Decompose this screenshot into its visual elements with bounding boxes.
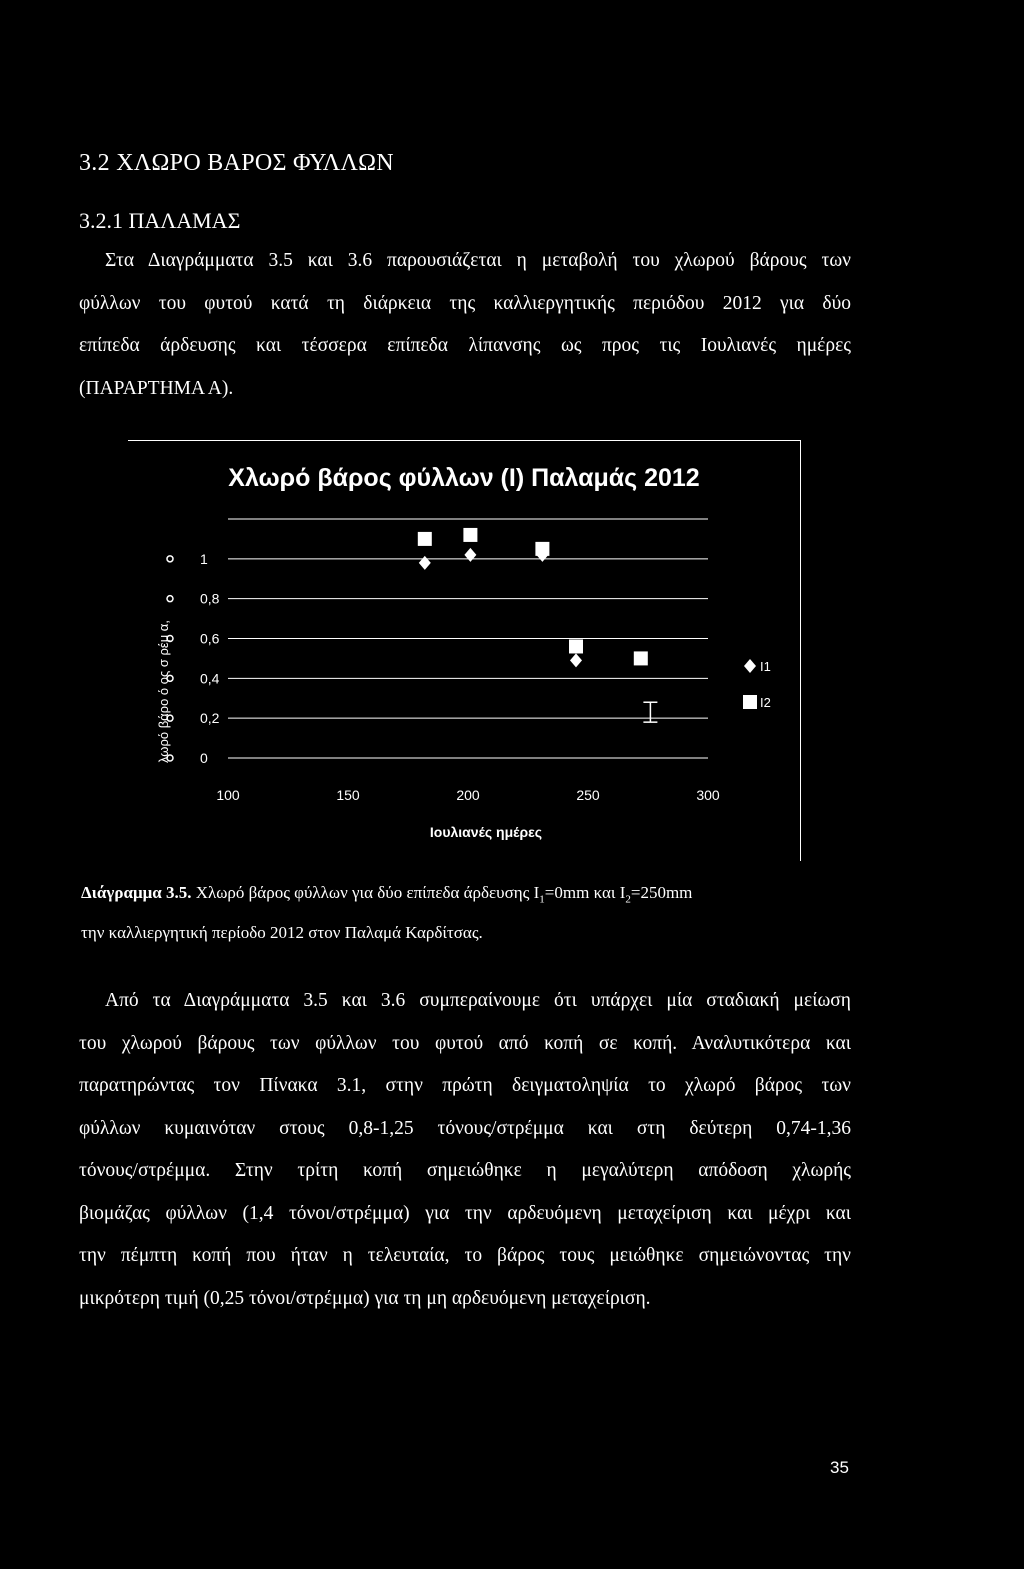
data-point-i2	[569, 639, 583, 653]
y-tick-label: 0	[200, 750, 208, 766]
y-tick-label: 0,8	[200, 590, 220, 607]
body-line: την πέμπτη κοπή που ήταν η τελευταία, το βάρος τους μειώθηκε σημειώνοντας την	[79, 1245, 851, 1266]
caption-line-1	[81, 876, 692, 916]
body-line: τόνους/στρέμμα. Στην τρίτη κοπή σημειώθηκε η μεγαλύτερη απόδοση χλωρής	[79, 1160, 851, 1181]
x-tick-label: 250	[576, 787, 600, 803]
data-point-i2	[418, 532, 432, 546]
data-point-i2	[463, 528, 477, 542]
data-point-i1	[464, 548, 476, 562]
intro-paragraph	[79, 240, 851, 410]
subsection-heading: 3.2.1 ΠΑΛΑΜΑΣ	[79, 208, 241, 233]
caption-sub: 2	[625, 893, 631, 906]
body-line: μικρότερη τιμή (0,25 τόνοι/στρέμμα) για τη μη αρδευόμενη μεταχείριση.	[79, 1287, 651, 1309]
data-point-i2	[634, 651, 648, 665]
caption-sub: 1	[539, 893, 545, 906]
chart-title: Χλωρό βάρος φύλλων (Ι) Παλαμάς 2012	[228, 464, 700, 492]
page-number: 35	[830, 1458, 849, 1477]
x-tick-label: 300	[696, 787, 720, 803]
body-line: παρατηρώντας τον Πίνακα 3.1, στην πρώτη δειγματοληψία το χλωρό βάρος των	[79, 1075, 851, 1096]
section-heading: 3.2 ΧΛΩΡΟ ΒΑΡΟΣ ΦΥΛΛΩΝ	[79, 150, 394, 176]
caption-text: =250mm	[630, 883, 693, 902]
intro-line: φύλλων του φυτού κατά τη διάρκεια της καλλιεργητικής περιόδου 2012 για δύο	[79, 292, 851, 314]
y-tick-label: 1	[200, 550, 208, 567]
data-point-i1	[570, 653, 582, 667]
body-line: Από τα Διαγράμματα 3.5 και 3.6 συμπεραίνουμε ότι υπάρχει μία σταδιακή μείωση	[105, 990, 851, 1011]
caption-line-2: την καλλιεργητική περίοδο 2012 στον Παλαμά Καρδίτσας.	[81, 923, 483, 943]
body-line: βιομάζας φύλλων (1,4 τόνοι/στρέμμα) για την αρδευόμενη μεταχείριση και μέχρι και	[79, 1202, 851, 1224]
intro-line: επίπεδα άρδευσης και τέσσερα επίπεδα λίπανσης ως προς τις Ιουλιανές ημέρες	[79, 335, 851, 356]
legend-label: I2	[760, 695, 771, 710]
y-tick-label: 0,4	[200, 670, 220, 687]
caption-text: =0mm και Ι	[544, 883, 626, 902]
chart-frame	[128, 440, 801, 861]
data-point-i2	[535, 542, 549, 556]
intro-line: Στα Διαγράμματα 3.5 και 3.6 παρουσιάζεται η μεταβολή του χλωρού βάρους των	[105, 250, 851, 271]
figure-caption	[81, 876, 692, 950]
x-axis-label: Ιουλιανές ημέρες	[429, 824, 543, 840]
x-tick-label: 200	[456, 787, 480, 803]
intro-line: (ΠΑΡΑΡΤΗΜΑ Α).	[79, 377, 234, 399]
legend-label: I1	[760, 659, 771, 674]
y-axis-mark	[167, 596, 173, 602]
x-tick-label: 100	[216, 787, 240, 803]
legend-marker-i2	[743, 695, 757, 709]
y-tick-label: 0,2	[200, 710, 220, 727]
chart-svg	[128, 441, 800, 861]
legend-marker-i1	[744, 659, 756, 673]
data-point-i1	[419, 556, 431, 570]
caption-label: Διάγραμμα 3.5.	[81, 883, 192, 902]
caption-text: Χλωρό βάρος φύλλων για δύο επίπεδα άρδευσης Ι	[191, 883, 540, 902]
body-line: του χλωρού βάρους των φύλλων του φυτού από κοπή σε κοπή. Αναλυτικότερα και	[79, 1032, 851, 1054]
body-paragraph	[79, 980, 851, 1320]
y-tick-label: 0,6	[200, 630, 220, 647]
y-axis-mark	[167, 556, 173, 562]
body-line: φύλλων κυμαινόταν στους 0,8-1,25 τόνους/στρέμμα και στη δεύτερη 0,74-1,36	[79, 1117, 851, 1139]
x-tick-label: 150	[336, 787, 360, 803]
y-axis-label: λωρό βάρο ό ος σ ρέμ α,	[156, 620, 171, 763]
